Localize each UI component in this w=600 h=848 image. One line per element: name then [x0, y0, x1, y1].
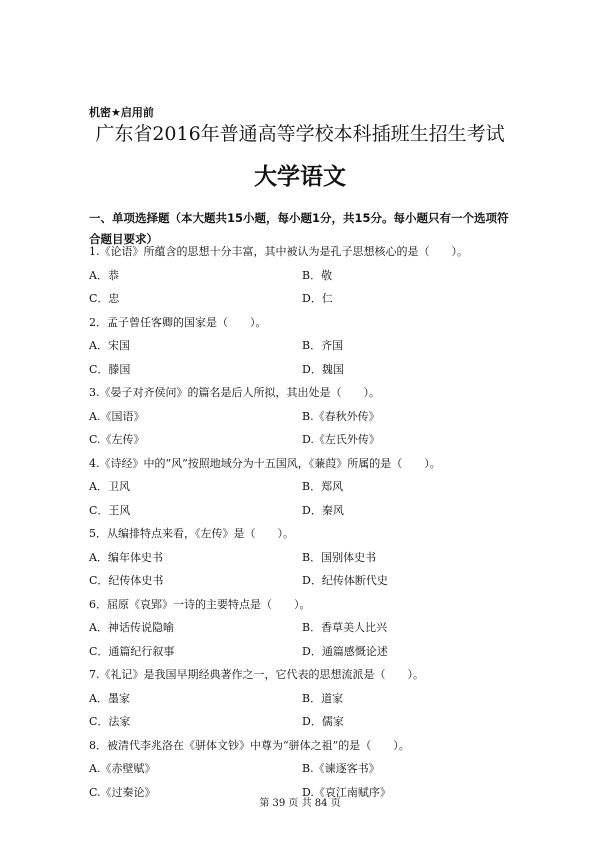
option-row [89, 714, 519, 738]
answer-option: D．魏国 [302, 362, 344, 376]
question-item [89, 244, 519, 315]
option-row [89, 620, 519, 644]
exam-title: 广东省2016年普通高等学校本科插班生招生考试 [95, 123, 505, 145]
section-heading: 一、单项选择题（本大题共15小题，每小题1分，共15分。每小题只有一个选项符合题目要求） [89, 211, 509, 246]
option-row [89, 761, 519, 785]
answer-option: C．滕国 [89, 362, 131, 376]
answer-option: D．秦风 [302, 503, 344, 517]
option-row [89, 291, 519, 315]
question-item [89, 456, 519, 527]
answer-option: B.《谏逐客书》 [302, 762, 380, 775]
answer-option: D．通篇感慨论述 [302, 644, 388, 658]
answer-option: D．纪传体断代史 [302, 574, 388, 587]
question-item [89, 526, 519, 597]
answer-option: B．郑风 [302, 480, 344, 493]
answer-option: A．卫风 [89, 480, 130, 493]
option-row [89, 432, 519, 456]
option-row [89, 503, 519, 527]
confidential-label: 机密★启用前 [89, 106, 154, 119]
answer-option: D．儒家 [302, 715, 344, 728]
answer-option: A．编年体史书 [89, 550, 163, 564]
question-stem: 7.《礼记》是我国早期经典著作之一，它代表的思想流派是（ ）。 [89, 668, 424, 681]
option-row [89, 644, 519, 668]
question-stem: 4.《诗经》中的“风”按照地域分为十五国风，《蒹葭》所属的是（ ）。 [89, 456, 441, 470]
option-row [89, 409, 519, 433]
question-item [89, 315, 519, 386]
answer-option: A．宋国 [89, 339, 130, 352]
answer-option: A．恭 [89, 268, 119, 282]
answer-option: C．忠 [89, 292, 120, 305]
question-list [89, 244, 519, 808]
answer-option: C.《左传》 [89, 433, 145, 446]
answer-option: C．通篇纪行叙事 [89, 644, 175, 658]
answer-option: A.《赤壁赋》 [89, 762, 156, 775]
answer-option: B．齐国 [302, 339, 344, 352]
answer-option: D.《左氏外传》 [302, 433, 380, 446]
answer-option: C.《过秦论》 [89, 785, 156, 799]
answer-option: D.《哀江南赋序》 [302, 785, 391, 799]
answer-option: C．王风 [89, 503, 131, 517]
answer-option: B.《春秋外传》 [302, 409, 380, 423]
question-item [89, 597, 519, 668]
question-item [89, 385, 519, 456]
answer-option: C．纪传体史书 [89, 574, 164, 587]
option-row [89, 268, 519, 292]
subject-title: 大学语文 [254, 164, 346, 190]
answer-option: C．法家 [89, 715, 131, 728]
question-stem: 5．从编排特点来看，《左传》是（ ）。 [89, 527, 294, 540]
answer-option: D．仁 [302, 292, 333, 305]
answer-option: B．国别体史书 [302, 550, 377, 564]
question-stem: 6．屈原《哀郢》一诗的主要特点是（ ）。 [89, 597, 311, 611]
question-stem: 1.《论语》所蕴含的思想十分丰富，其中被认为是孔子思想核心的是（ ）。 [89, 245, 468, 258]
option-row [89, 479, 519, 503]
option-row [89, 362, 519, 386]
question-item [89, 667, 519, 738]
question-stem: 8．被清代李兆洛在《骈体文钞》中尊为“骈体之祖”的是（ ）。 [89, 738, 410, 752]
option-row [89, 573, 519, 597]
answer-option: B．香草美人比兴 [302, 621, 388, 634]
question-stem: 2．孟子曾任客卿的国家是（ ）。 [89, 315, 267, 329]
answer-option: B．敬 [302, 268, 333, 282]
option-row [89, 550, 519, 574]
option-row [89, 338, 519, 362]
answer-option: A．墨家 [89, 691, 130, 705]
answer-option: A.《国语》 [89, 409, 145, 423]
question-stem: 3.《晏子对齐侯问》的篇名是后人所拟，其出处是（ ）。 [89, 386, 380, 399]
option-row [89, 691, 519, 715]
page-footer: 第 39 页 共 84 页 [259, 798, 341, 809]
answer-option: B．道家 [302, 691, 344, 705]
answer-option: A．神话传说隐喻 [89, 621, 174, 634]
